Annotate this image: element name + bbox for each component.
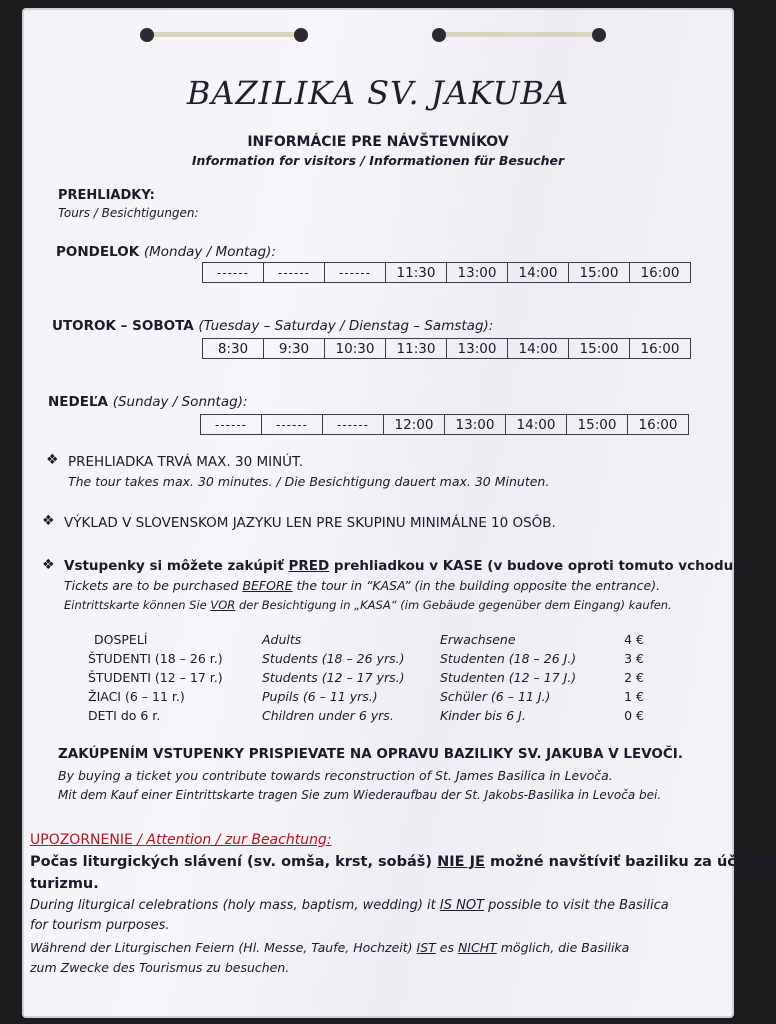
time-cell: 16:00 — [630, 339, 691, 359]
time-cell: 11:30 — [386, 339, 447, 359]
price-value: 3 € — [624, 651, 644, 666]
time-cell: 12:00 — [384, 415, 445, 435]
text: possible to visit the Basilica — [484, 898, 669, 913]
time-cell: ------ — [262, 415, 323, 435]
notice-sheet — [22, 8, 776, 1018]
contribution-en: By buying a ticket you contribute towards reconstruction of St. James Basilica in Levoča. — [58, 768, 613, 783]
subtitle-sk: INFORMÁCIE PRE NÁVŠTEVNÍKOV — [247, 134, 509, 150]
day-sub: (Sunday / Sonntag): — [112, 394, 248, 410]
day-name: NEDEĽA — [48, 394, 108, 410]
warning-de-line2: zum Zwecke des Tourismus zu besuchen. — [30, 960, 290, 975]
price-table — [88, 630, 644, 725]
price-en: Students (18 – 26 yrs.) — [262, 651, 405, 666]
price-sk: ŠTUDENTI (18 – 26 r.) — [88, 651, 223, 666]
times-table-tue-sat — [202, 338, 691, 359]
day-name: PONDELOK — [56, 244, 140, 260]
time-cell: 15:00 — [569, 263, 630, 283]
text: možné navštíviť baziliku za účelom — [484, 854, 776, 870]
text: prehliadkou v KASE (v budove oproti tomuto vchodu). — [329, 558, 745, 574]
warning-de-line1 — [30, 940, 629, 955]
underlined-text: IST — [416, 940, 436, 955]
underlined-text: NIE JE — [437, 854, 485, 870]
table-row — [88, 706, 644, 725]
duration-en-de: The tour takes max. 30 minutes. / Die Besichtigung dauert max. 30 Minuten. — [68, 474, 550, 489]
table-row — [88, 649, 644, 668]
warning-en-line2: for tourism purposes. — [30, 918, 170, 933]
day-sub: (Monday / Montag): — [143, 244, 276, 260]
warning-en-line1 — [30, 898, 669, 913]
hanging-string-right — [438, 32, 598, 37]
contribution-sk: ZAKÚPENÍM VSTUPENKY PRISPIEVATE NA OPRAVU BAZILIKY SV. JAKUBA V LEVOČI. — [58, 746, 683, 762]
time-cell: 13:00 — [447, 339, 508, 359]
bullet-icon: ❖ — [46, 452, 59, 468]
hanging-string-left — [146, 32, 302, 37]
price-de: Studenten (12 – 17 J.) — [440, 670, 577, 685]
day-label-monday — [56, 244, 276, 260]
time-cell: 13:00 — [445, 415, 506, 435]
time-cell: ------ — [201, 415, 262, 435]
tickets-de — [64, 598, 672, 612]
time-cell: 15:00 — [569, 339, 630, 359]
warning-heading — [30, 832, 332, 848]
day-name: UTOROK – SOBOTA — [52, 318, 194, 334]
tickets-en — [64, 578, 660, 593]
table-row — [88, 668, 644, 687]
underlined-text: NICHT — [457, 940, 497, 955]
time-cell: ------ — [323, 415, 384, 435]
text: During liturgical celebrations (holy mass, baptism, wedding) it — [30, 898, 440, 913]
underlined-text: PRED — [288, 558, 330, 574]
tickets-sk — [64, 558, 745, 574]
text: der Besichtigung in „KASA“ (im Gebäude gegenüber dem Eingang) kaufen. — [235, 598, 672, 612]
bullet-icon: ❖ — [42, 513, 55, 529]
duration-sk: PREHLIADKA TRVÁ MAX. 30 MINÚT. — [68, 454, 303, 470]
text: möglich, die Basilika — [496, 940, 630, 955]
punch-hole — [140, 28, 154, 42]
text: Während der Liturgischen Feiern (Hl. Messe, Taufe, Hochzeit) — [30, 940, 417, 955]
text: es — [435, 940, 458, 955]
time-cell: 13:00 — [447, 263, 508, 283]
underlined-text: BEFORE — [242, 578, 293, 593]
time-cell: 16:00 — [628, 415, 689, 435]
text: Eintrittskarte können Sie — [64, 598, 211, 612]
time-cell: 10:30 — [325, 339, 386, 359]
price-value: 1 € — [624, 689, 644, 704]
tours-label: PREHLIADKY: — [58, 188, 155, 203]
price-de: Studenten (18 – 26 J.) — [440, 651, 577, 666]
day-label-sunday — [48, 394, 248, 410]
underlined-text: VOR — [210, 598, 236, 612]
table-row — [88, 687, 644, 706]
price-value: 0 € — [624, 708, 644, 723]
day-sub: (Tuesday – Saturday / Dienstag – Samstag): — [198, 318, 494, 334]
punch-hole — [432, 28, 446, 42]
price-en: Adults — [262, 632, 302, 647]
times-table-sunday — [200, 414, 689, 435]
time-cell: 15:00 — [567, 415, 628, 435]
price-value: 4 € — [624, 632, 644, 647]
bullet-icon: ❖ — [42, 557, 55, 573]
price-sk: ŠTUDENTI (12 – 17 r.) — [88, 670, 223, 685]
day-label-tue-sat — [52, 318, 493, 334]
page-title: BAZILIKA SV. JAKUBA — [186, 74, 570, 112]
price-sk: ŽIACI (6 – 11 r.) — [88, 689, 185, 704]
time-cell: 14:00 — [506, 415, 567, 435]
warning-sk-line2: turizmu. — [30, 876, 99, 892]
times-table-monday — [202, 262, 691, 283]
contribution-de: Mit dem Kauf einer Eintrittskarte tragen Sie zum Wiederaufbau der St. Jakobs-Basilika in Levoča bei. — [58, 788, 662, 802]
time-cell: ------ — [203, 263, 264, 283]
time-cell: 14:00 — [508, 263, 569, 283]
subtitle-en-de: Information for visitors / Informationen für Besucher — [191, 153, 565, 168]
tours-label-sub: Tours / Besichtigungen: — [58, 206, 199, 220]
time-cell: 14:00 — [508, 339, 569, 359]
time-cell: 16:00 — [630, 263, 691, 283]
price-de: Kinder bis 6 J. — [440, 708, 526, 723]
price-en: Pupils (6 – 11 yrs.) — [262, 689, 378, 704]
time-cell: 8:30 — [203, 339, 264, 359]
warning-label-rest: / Attention / zur Beachtung: — [132, 832, 332, 848]
text: Počas liturgických slávení (sv. omša, krst, sobáš) — [30, 854, 438, 870]
table-row — [88, 630, 644, 649]
punch-hole — [294, 28, 308, 42]
price-de: Schüler (6 – 11 J.) — [440, 689, 551, 704]
time-cell: 9:30 — [264, 339, 325, 359]
text: Vstupenky si môžete zakúpiť — [64, 558, 289, 574]
punch-hole — [592, 28, 606, 42]
price-value: 2 € — [624, 670, 644, 685]
text: the tour in “KASA” (in the building opposite the entrance). — [292, 578, 661, 593]
price-sk: DOSPELÍ — [94, 632, 148, 647]
warning-sk-line1 — [30, 854, 776, 870]
text: Tickets are to be purchased — [64, 578, 243, 593]
time-cell: ------ — [325, 263, 386, 283]
underlined-text: IS NOT — [439, 898, 485, 913]
warning-label: UPOZORNENIE — [30, 832, 133, 848]
time-cell: ------ — [264, 263, 325, 283]
price-en: Children under 6 yrs. — [262, 708, 394, 723]
price-de: Erwachsene — [440, 632, 516, 647]
price-en: Students (12 – 17 yrs.) — [262, 670, 405, 685]
price-sk: DETI do 6 r. — [88, 708, 161, 723]
language-note: VÝKLAD V SLOVENSKOM JAZYKU LEN PRE SKUPINU MINIMÁLNE 10 OSÔB. — [64, 515, 556, 531]
time-cell: 11:30 — [386, 263, 447, 283]
